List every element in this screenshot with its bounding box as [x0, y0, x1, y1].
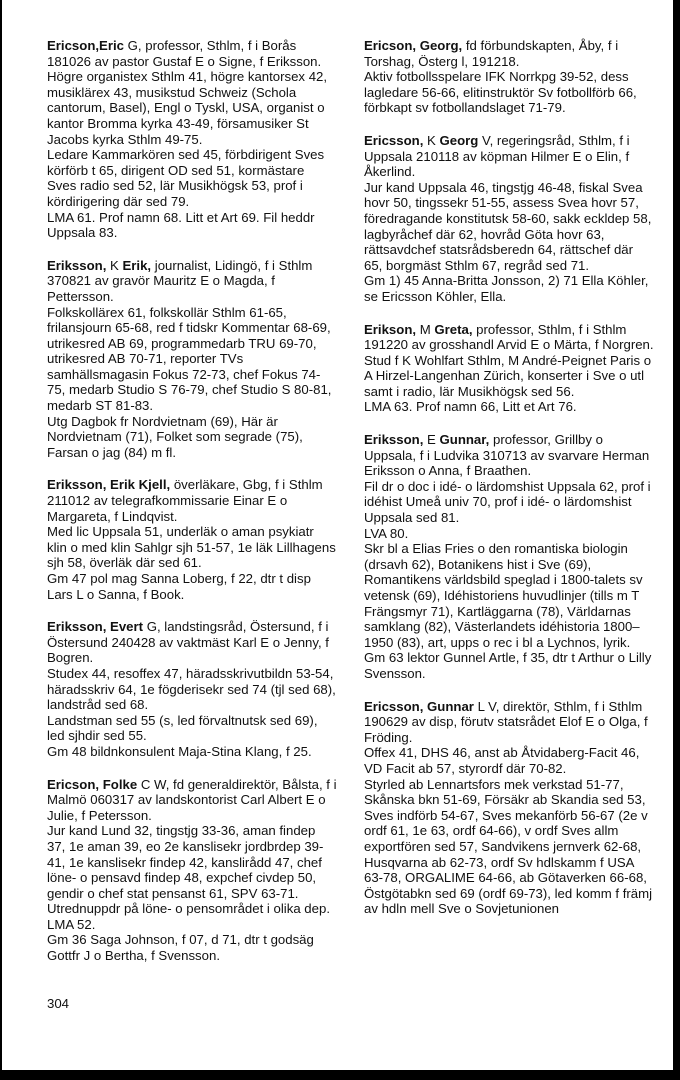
entry-paragraph: Gm 63 lektor Gunnel Artle, f 35, dtr t Arthur o Lilly Svensson.: [364, 650, 652, 681]
entry-paragraph: LMA 61. Prof namn 68. Litt et Art 69. Fil heddr Uppsala 83.: [47, 209, 315, 241]
entry-paragraph: Folkskollärex 61, folkskollär Sthlm 61-65, frilansjourn 65-68, red f tidskr Kommentar 68-69, utrikesred AB 69, programmedarb TRU 69-70, utrikesred AB 70-71, reporter TVs samhällsmagasin Fokus 72-73, chef Fokus 74-75, medarb Studio S 76-79, chef Studio S 80-81, medarb ST 81-83.: [47, 304, 332, 414]
entry-given-name: Georg,: [416, 38, 463, 53]
biography-entry: [47, 619, 337, 759]
biography-entry: [364, 432, 654, 682]
entry-header: [364, 38, 654, 69]
entry-surname: Eriksson,: [47, 477, 107, 493]
document-page: [2, 0, 673, 1070]
entry-paragraph: Gm 1) 45 Anna-Britta Jonsson, 2) 71 Ella Köhler, se Ericsson Köhler, Ella.: [364, 273, 649, 304]
entry-header: [47, 619, 337, 666]
entry-given-name: Georg: [439, 132, 479, 148]
entry-header: [47, 258, 337, 305]
entry-paragraph: Gm 36 Saga Johnson, f 07, d 71, dtr t godsäg Gottfr J o Bertha, f Svensson.: [47, 932, 314, 964]
entry-surname: Ericsson,: [364, 132, 424, 148]
page-number: 304: [47, 996, 70, 1011]
entry-surname: Ericsson,: [364, 698, 424, 714]
entry-given-name: Gunnar: [423, 698, 474, 714]
right-column: [364, 38, 654, 934]
biography-entry: [364, 699, 654, 917]
entry-paragraph: Jur kand Uppsala 46, tingstjg 46-48, fiskal Svea hovr 50, tingssekr 51-55, assess Svea hovr 57, föredragande konstitutsk 58-60, sakk eckldep 58, lagbyråchef där 62, hovråd Göta hovr 63, rättsavdchef statsrådsberedn 64, rättschef där 65, borgmäst Sthlm 67, regråd sed 71.: [364, 179, 652, 273]
entry-given-name: Evert: [106, 619, 144, 635]
left-column: [47, 38, 337, 981]
entry-summary: överläkare, Gbg, f i Sthlm 211012 av telegrafkommissarie Einar E o Margareta, f Lindqvist.: [47, 477, 323, 524]
entry-given-name: G: [143, 619, 157, 635]
biography-entry: [364, 322, 654, 416]
biography-entry: [47, 777, 337, 964]
entry-given-name: V: [478, 132, 490, 148]
entry-surname: Eriksson,: [47, 257, 107, 273]
entry-given-name: K: [423, 132, 440, 148]
entry-summary: professor, Grillby o Uppsala, f i Ludvika 310713 av svarvare Herman Eriksson o Anna, f Braathen.: [364, 432, 650, 479]
entry-given-name: M: [416, 321, 435, 337]
entry-paragraph: Styrled ab Lennartsfors mek verkstad 51-77, Skånska bkn 51-69, Försäkr ab Skandia sed 53, Sves indförb 54-67, Sves mekanförb 56-67 (2e v ordf 61, 1e 63, ordf 64-66), v ordf Sves allm exportfören sed 57, Sandvikens jernverk 62-68, Husqvarna ab 62-73, ordf Sv hdlskamm f USA 63-78, ORGALIME 64-66, ab Götaverken 66-68, Östgötabkn sed 69 (ordf 69-73), led komm f främj av hdln mell Sve o Sovjetunionen: [364, 776, 653, 917]
entry-header: [364, 322, 654, 353]
entry-paragraph: Med lic Uppsala 51, underläk o aman psykiatr klin o med klin Sahlgr sjh 51-57, 1e läk Lillhagens sjh 58, överläk där sed 61.: [47, 524, 336, 571]
entry-paragraph: LVA 80.: [364, 525, 409, 541]
entry-paragraph: Jur kand Lund 32, tingstjg 33-36, aman findep 37, 1e aman 39, eo 2e kanslisekr jordbrdep 39-41, 1e kanslisekr findep 42, kanslirådd 47, chef löne- o pensavd findep 48, expchef civdep 50, gendir o chef stat pensanst 61, SPV 63-71.: [47, 823, 324, 901]
biography-entry: [47, 477, 337, 602]
entry-summary: journalist, Lidingö, f i Sthlm 370821 av gravör Mauritz E o Magda, f Pettersson.: [47, 257, 313, 304]
entry-header: [47, 777, 337, 824]
entry-given-name: G: [123, 38, 138, 53]
entry-given-name: L V: [473, 698, 496, 714]
entry-paragraph: Skr bl a Elias Fries o den romantiska biologin (drsavh 62), Botanikens hist i Sve (69), Romantikens världsbild speglad i 1800-talets sv vetensk (69), Idéhistoriens huvudlinjer (tills m T Frängsmyr 71), Kartläggarna (78), Världarnas samklang (82), Västerlandets idéhistoria 1800–1950 (83), art, upps o rec i bl a Lychnos, lyrik.: [364, 541, 643, 650]
entry-given-name: Erik Kjell,: [106, 477, 171, 493]
entry-surname: Eriksson,: [47, 619, 107, 635]
entry-header: [364, 699, 654, 746]
entry-surname: Ericson,: [47, 38, 100, 53]
biography-entry: [364, 38, 654, 116]
entry-header: [364, 133, 654, 180]
entry-paragraph: Utg Dagbok fr Nordvietnam (69), Här är Nordvietnam (71), Folket som segrade (75), Farsan o jag (84) m fl.: [47, 413, 303, 460]
entry-paragraph: Offex 41, DHS 46, anst ab Åtvidaberg-Facit 46, VD Facit ab 57, styrordf där 70-82.: [364, 745, 640, 776]
entry-surname: Ericson,: [364, 38, 417, 53]
entry-given-name: Eric: [99, 38, 124, 53]
entry-summary: fd förbundskapten, Åby, f i Torshag, Österg l, 191218.: [364, 38, 619, 69]
entry-surname: Eriksson,: [364, 432, 424, 448]
entry-paragraph: Högre organistex Sthlm 41, högre kantorsex 42, musiklärex 43, musikstud Schweiz (Schola cantorum, Basel), Engl o Tyskl, USA, organist o kantor Bromma kyrka 43-49, församusiker St Jacobs kyrka Sthlm 49-75.: [47, 69, 328, 147]
entry-summary: , landstingsråd, Östersund, f i Östersund 240428 av vaktmäst Karl E o Jenny, f Bogren.: [47, 619, 329, 666]
entry-paragraph: Gm 47 pol mag Sanna Loberg, f 22, dtr t disp Lars L o Sanna, f Book.: [47, 571, 311, 602]
entry-summary: professor, Sthlm, f i Sthlm 191220 av grosshandl Arvid E o Märta, f Norgren.: [364, 321, 654, 353]
entry-header: [364, 432, 654, 479]
entry-given-name: Erik,: [122, 257, 152, 273]
biography-entry: [47, 38, 337, 241]
entry-paragraph: Utrednuppdr på löne- o pensområdet i olika dep. LMA 52.: [47, 901, 330, 932]
entry-paragraph: Stud f K Wohlfart Sthlm, M André-Peignet Paris o A Hirzel-Langenhan Zürich, konserter i Sve o utl samt i radio, lär Musikhögsk sed 56.: [364, 352, 652, 399]
entry-paragraph: Aktiv fotbollsspelare IFK Norrkpg 39-52, dess lagledare 56-66, elitinstruktör Sv fotbollförb 66, förbkapt sv fotbollandslaget 71-79.: [364, 69, 637, 116]
entry-given-name: Folke: [99, 776, 138, 792]
entry-given-name: Gunnar,: [439, 432, 490, 448]
entry-paragraph: Gm 48 bildnkonsulent Maja-Stina Klang, f 25.: [47, 743, 312, 759]
entry-header: [47, 38, 337, 69]
entry-paragraph: Ledare Kammarkören sed 45, förbdirigent Sves körförb t 65, dirigent OD sed 51, kormästare Sves radio sed 52, lär Musikhögsk 53, prof i kördirigering där sed 79.: [47, 147, 325, 209]
entry-header: [47, 477, 337, 524]
entry-paragraph: Studex 44, resoffex 47, häradsskrivutbildn 53-54, häradsskriv 64, 1e fögderisekr sed 74 (tjl sed 68), landstråd sed 68.: [47, 665, 336, 713]
entry-paragraph: Landstman sed 55 (s, led förvaltnutsk sed 69), led sjhdir sed 55.: [47, 712, 318, 744]
entry-paragraph: Fil dr o doc i idé- o lärdomshist Uppsala 62, prof i idéhist Umeå univ 70, prof i idé- o lärdomshist Uppsala sed 81.: [364, 478, 651, 526]
entry-summary: , fd generaldirektör, Bålsta, f i Malmö 060317 av landskontorist Carl Albert E o Julie, f Petersson.: [47, 776, 337, 823]
entry-given-name: E: [423, 432, 440, 448]
entry-summary: , regeringsråd, Sthlm, f i Uppsala 210118 av köpman Hilmer E o Elin, f Åkerlind.: [364, 132, 630, 180]
entry-given-name: K: [106, 257, 123, 273]
entry-surname: Ericson,: [47, 776, 100, 792]
biography-entry: [47, 258, 337, 461]
entry-given-name: C W: [137, 776, 166, 792]
entry-paragraph: LMA 63. Prof namn 66, Litt et Art 76.: [364, 399, 577, 415]
entry-given-name: Greta,: [434, 321, 473, 337]
biography-entry: [364, 133, 654, 305]
entry-surname: Erikson,: [364, 321, 417, 337]
entry-summary: , direktör, Sthlm, f i Sthlm 190629 av disp, förutv statsrådet Elof E o Olga, f Fröding.: [364, 698, 648, 745]
entry-summary: , professor, Sthlm, f i Borås 181026 av pastor Gustaf E o Signe, f Eriksson.: [47, 38, 322, 69]
